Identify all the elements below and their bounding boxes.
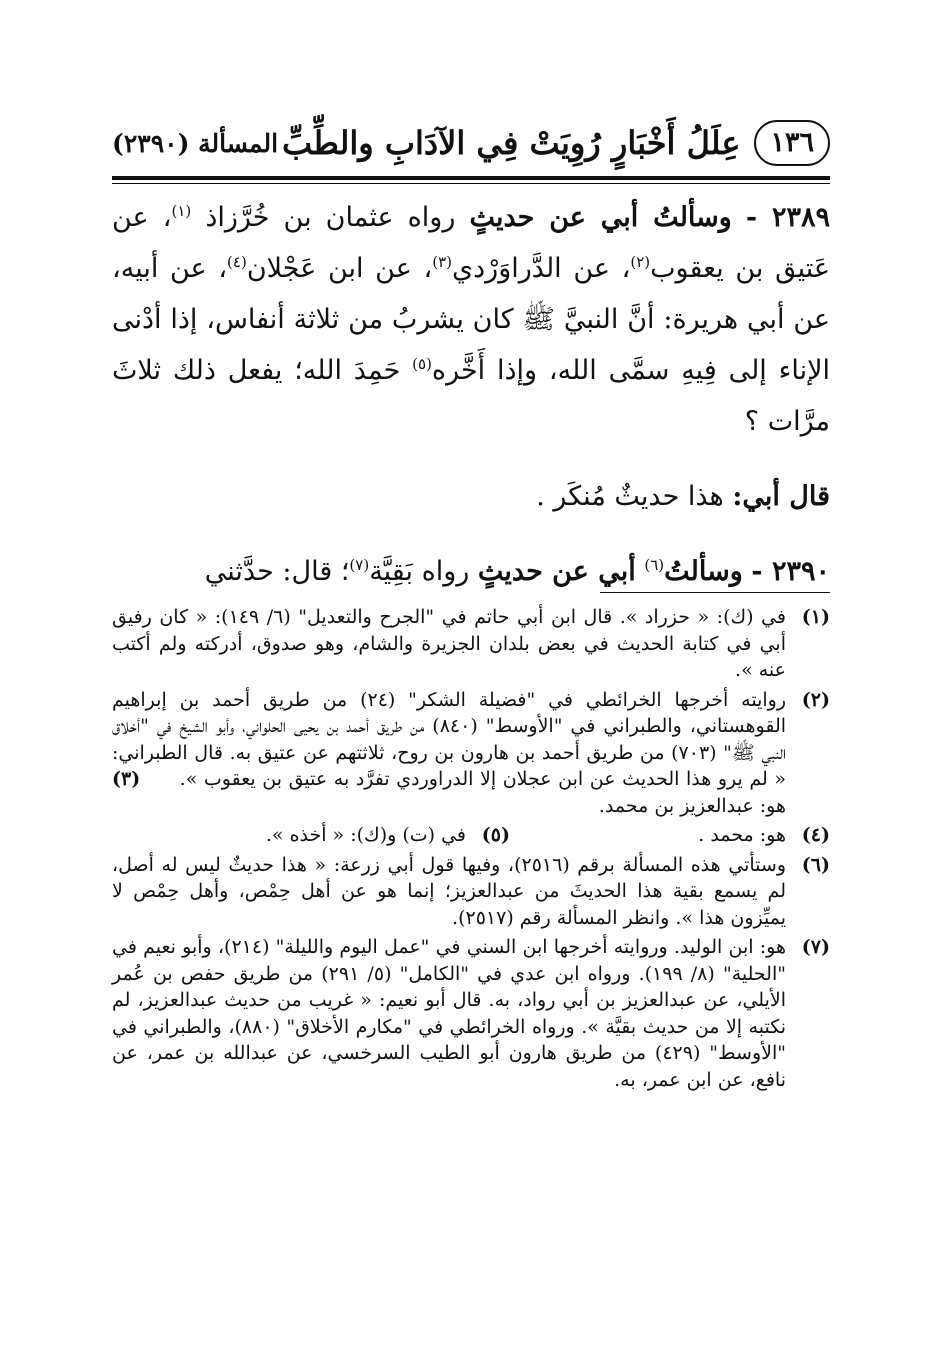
narration-text: ، عن ابن عَجْلان — [246, 253, 433, 284]
footnote-3-mark: (٣) — [112, 768, 141, 790]
question-lead: وسألتُ — [664, 556, 743, 587]
footnote-mark: (٦) — [801, 853, 830, 876]
issue-2389 — [112, 192, 830, 447]
narration-text: ، عن الدَّراوَرْدي — [452, 253, 631, 284]
header-rule-thick — [112, 176, 830, 180]
footnote-mark: (٧) — [801, 936, 830, 958]
footnote-2-3 — [112, 687, 830, 820]
issue-number: المسألة (٢٣٩٠) — [112, 128, 279, 158]
footnote-mark: (١) — [801, 606, 830, 628]
answer-lead: قال أبي: — [732, 481, 830, 512]
narration-text: ؛ قال: حدَّثني — [204, 556, 350, 587]
footnote-ref-2[interactable]: (٢) — [630, 253, 651, 271]
header-title-group — [282, 120, 830, 166]
footnote-1 — [112, 604, 830, 684]
answer-text: هذا حديثٌ مُنكَر . — [536, 481, 724, 512]
page-number: ١٣٦ — [754, 120, 830, 166]
running-header — [112, 112, 830, 174]
footnote-ref-4[interactable]: (٤) — [227, 253, 247, 271]
footnote-ref-7[interactable]: (٧) — [349, 556, 370, 574]
answer-2389 — [112, 471, 830, 522]
footnote-7 — [112, 934, 830, 1093]
issue-2390 — [112, 546, 830, 597]
footnote-text: وستأتي هذه المسألة برقم (٢٥١٦)، وفيها قول أبي زرعة: « هذا حديثٌ ليس له أصل، لم يسمع بقية هذا الحديثَ من عبدالعزيز؛ إنما هو عن أهل حِمْص، وأهل حِمْص لا يميِّزون هذا ». وانظر المسألة رقم (٢٥١٧). — [112, 853, 786, 929]
footnote-6 — [112, 852, 830, 932]
narration-text: رواه بَقِيَّة — [369, 556, 470, 587]
footnote-5 — [190, 822, 510, 849]
footnote-ref-6[interactable]: (٦) — [644, 556, 665, 574]
footnote-text: هو: ابن الوليد. وروايته أخرجها ابن السني في "عمل اليوم والليلة" (٢١٤)، وأبو نعيم في "الحلية" (٨/ ١٩٩). ورواه ابن عدي في "الكامل" (٥/ ٢٩١) من طريق حفص بن عُمر الأيلي، عن عبدالعزيز بن أبي رواد، به. قال أبو نعيم: « غريب من حديث عبدالعزيز، لم نكتبه إلا من حديث بقيَّة ». ورواه الخرائطي في "مكارم الأخلاق" (٨٨٠)، والطبراني في "الأوسط" (٤٢٩) من طريق هارون أبو الطيب السرخسي، عن عبدالله بن عمر، عن نافع، عن ابن عمر، به. — [112, 936, 786, 1091]
narration-text: ، عن أبيه، عن أبي هريرة: أنَّ النبيَّ ﷺ كان يشربُ من ثلاثة أنفاس، إذا أدْنى الإناء إلى فِيهِ سمَّى الله، وإذا أَخَّره — [112, 253, 830, 386]
narration-text: ، عن عَتيق بن يعقوب — [112, 202, 830, 284]
footnote-text — [112, 687, 786, 820]
footnotes — [112, 604, 830, 1096]
footnote-ref-3[interactable]: (٣) — [432, 253, 452, 271]
footnote-mark: (٥) — [481, 824, 510, 846]
book-title: عِلَلُ أَخْبَارٍ رُوِيَتْ فِي الآدَابِ والطِّبِّ — [281, 124, 741, 162]
footnote-4-5 — [112, 822, 830, 849]
footnote-text: هو: محمد . — [698, 824, 786, 846]
main-text — [112, 192, 830, 597]
footnote-mark: (٤) — [801, 824, 830, 846]
header-rule-thin — [112, 183, 830, 184]
footnote-3-text: هو: عبدالعزيز بن محمد. — [598, 794, 786, 817]
narration-text: حَمِدَ الله؛ يفعل ذلك ثلاثَ مرَّات ؟ — [112, 355, 830, 437]
question-lead-2: أبي عن حديثٍ — [477, 556, 636, 587]
footnote-text: في (ت) و(ك): « أخذه ». — [265, 824, 466, 846]
footnote-separator — [600, 592, 830, 593]
footnote-4 — [510, 822, 830, 849]
footnote-mark: (٢) — [801, 688, 830, 711]
footnote-ref-1[interactable]: (١) — [171, 202, 192, 220]
issue-number-2390: ٢٣٩٠ - — [751, 556, 830, 587]
footnote-text: في (ك): « حزراد ». قال ابن أبي حاتم في "الجرح والتعديل" (٦/ ١٤٩): « كان رفيق أبي في كتابة الحديث في بعض بلدان الجزيرة والشام، وهو صدوق، أدركته ولم أكتب عنه ». — [112, 606, 786, 681]
question-lead: وسألتُ أبي عن حديثٍ — [469, 202, 732, 233]
issue-number-2389: ٢٣٨٩ - — [745, 202, 830, 233]
narration-text: رواه عثمان بن خُرَّزاذ — [205, 202, 456, 233]
footnote-ref-5[interactable]: (٥) — [412, 355, 432, 373]
footnote-2-text: روايته أخرجها الخرائطي في "فضيلة الشكر" (٢٤) من طريق أحمد بن إبراهيم القوهستاني، والطبراني في "الأوسط" (٨٤٠) من طريق أحمد بن يحيى الحلواني، وأبو الشيخ في "أخلاق النبي ﷺ" (٧٠٣) من طريق أحمد بن هارون بن روح، ثلاثتهم عن عتيق به. قال الطبراني: « لم يرو هذا الحديث عن ابن عجلان إلا الدراوردي تفرَّد به عتيق بن يعقوب ». — [112, 688, 787, 790]
